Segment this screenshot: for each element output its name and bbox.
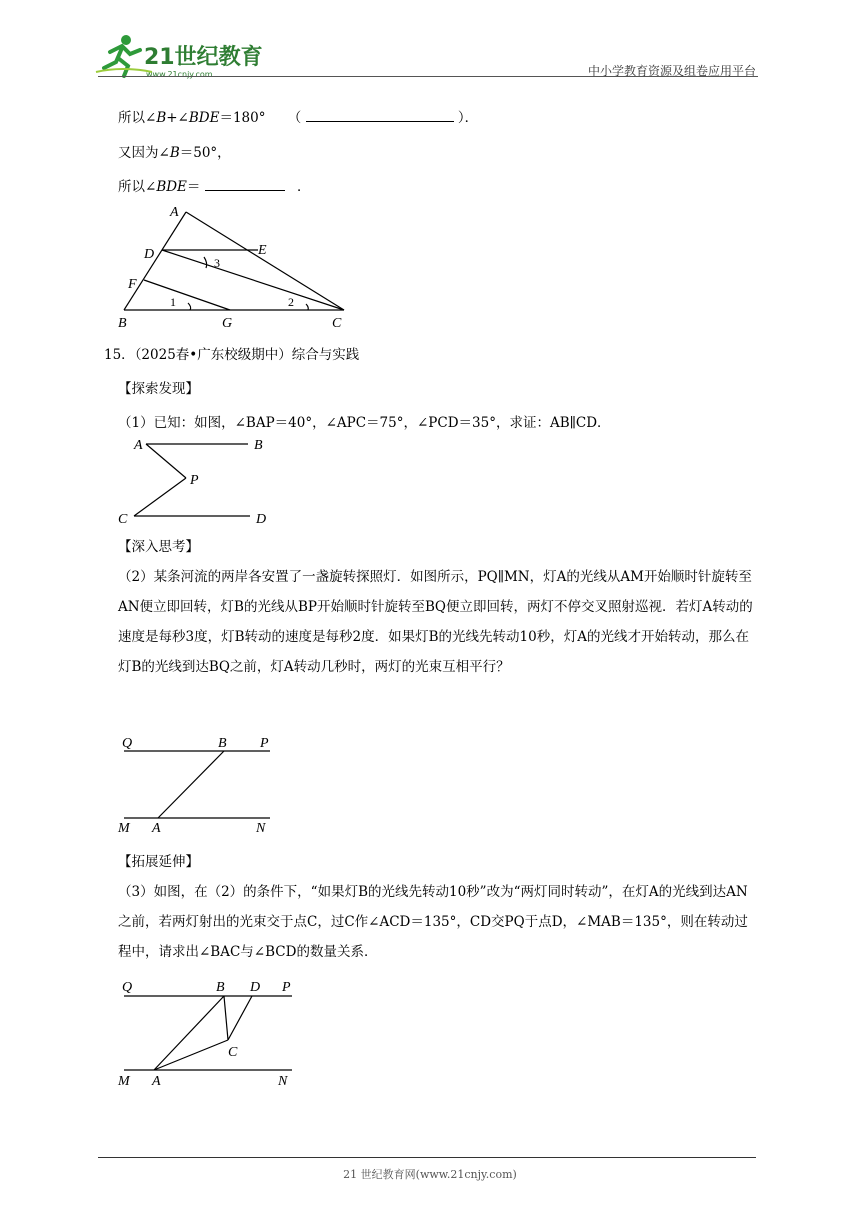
point-label: N: [256, 821, 266, 836]
header-divider: [98, 76, 758, 77]
point-label: E: [258, 243, 267, 258]
triangle-figure: [110, 200, 360, 332]
site-logo: [92, 32, 262, 80]
logo-url: www.21cnjy.com: [146, 70, 213, 79]
parallel-lines-figure: [110, 732, 280, 836]
runner-logo-icon: [92, 32, 262, 80]
point-label: 1: [170, 295, 176, 309]
proof-line-1: 所以∠B+∠BDE＝180° （ ）．: [118, 110, 479, 126]
point-label: C: [228, 1045, 238, 1060]
point-label: 3: [214, 256, 220, 270]
platform-name: 中小学教育资源及组卷应用平台: [587, 64, 756, 78]
point-label: M: [118, 1074, 130, 1089]
proof-line-3: 所以∠BDE＝ ．: [118, 179, 311, 195]
problem-15-header: 15．（2025春•广东校级期中）综合与实践: [104, 347, 360, 363]
point-label: P: [190, 473, 199, 488]
point-label: Q: [122, 736, 133, 751]
point-label: B: [218, 736, 227, 751]
question-3: （3）如图，在（2）的条件下，“如果灯B的光线先转动10秒”改为“两灯同时转动”，在灯A的光线到达AN之前，若两灯射出的光束交于点C，过C作∠ACD＝135°，CD交PQ于点D，∠MAB＝135°，则在转动过程中，请求出∠BAC与∠BCD的数量关系．: [118, 884, 748, 960]
point-label: D: [256, 512, 267, 527]
proof-line-2: 又因为∠B＝50°，: [118, 145, 231, 161]
point-label: B: [216, 980, 225, 995]
point-label: A: [152, 821, 161, 836]
point-label: P: [282, 980, 291, 995]
point-label: M: [118, 821, 130, 836]
point-label: D: [144, 247, 155, 262]
section-explore: 【探索发现】: [118, 381, 199, 397]
question-2: （2）某条河流的两岸各安置了一盏旋转探照灯．如图所示，PQ∥MN，灯A的光线从AM开始顺时针旋转至AN便立即回转，灯B的光线从BP开始顺时针旋转至BQ便立即回转，两灯不停交叉照射巡视．若灯A转动的速度是每秒3度，灯B转动的速度是每秒2度．如果灯B的光线先转动10秒，灯A的光线才开始转动，那么在灯B的光线到达BQ之前，灯A转动几秒时，两灯的光束互相平行？: [118, 569, 753, 675]
answer-blank-1[interactable]: [306, 109, 454, 122]
footer-divider: [98, 1157, 756, 1158]
intersecting-beams-figure: [110, 974, 300, 1090]
point-label: N: [278, 1074, 288, 1089]
point-label: A: [152, 1074, 161, 1089]
point-label: F: [128, 277, 137, 292]
point-label: Q: [122, 980, 133, 995]
point-label: G: [222, 316, 233, 331]
logo-text: 21世纪教育: [144, 45, 262, 70]
point-label: A: [170, 205, 179, 220]
point-label: A: [134, 438, 143, 453]
point-label: P: [260, 736, 269, 751]
zigzag-figure: [110, 430, 280, 530]
point-label: B: [118, 316, 127, 331]
point-label: B: [254, 438, 263, 453]
point-label: 2: [288, 295, 294, 309]
point-label: C: [332, 316, 342, 331]
point-label: D: [250, 980, 261, 995]
section-deep-thinking: 【深入思考】: [118, 539, 199, 555]
question-1: （1）已知：如图，∠BAP＝40°，∠APC＝75°，∠PCD＝35°，求证：AB∥CD．: [118, 415, 611, 431]
point-label: C: [118, 512, 128, 527]
section-extension: 【拓展延伸】: [118, 854, 199, 870]
answer-blank-2[interactable]: [205, 178, 285, 191]
footer-link[interactable]: 21 世纪教育网(www.21cnjy.com): [343, 1168, 517, 1181]
